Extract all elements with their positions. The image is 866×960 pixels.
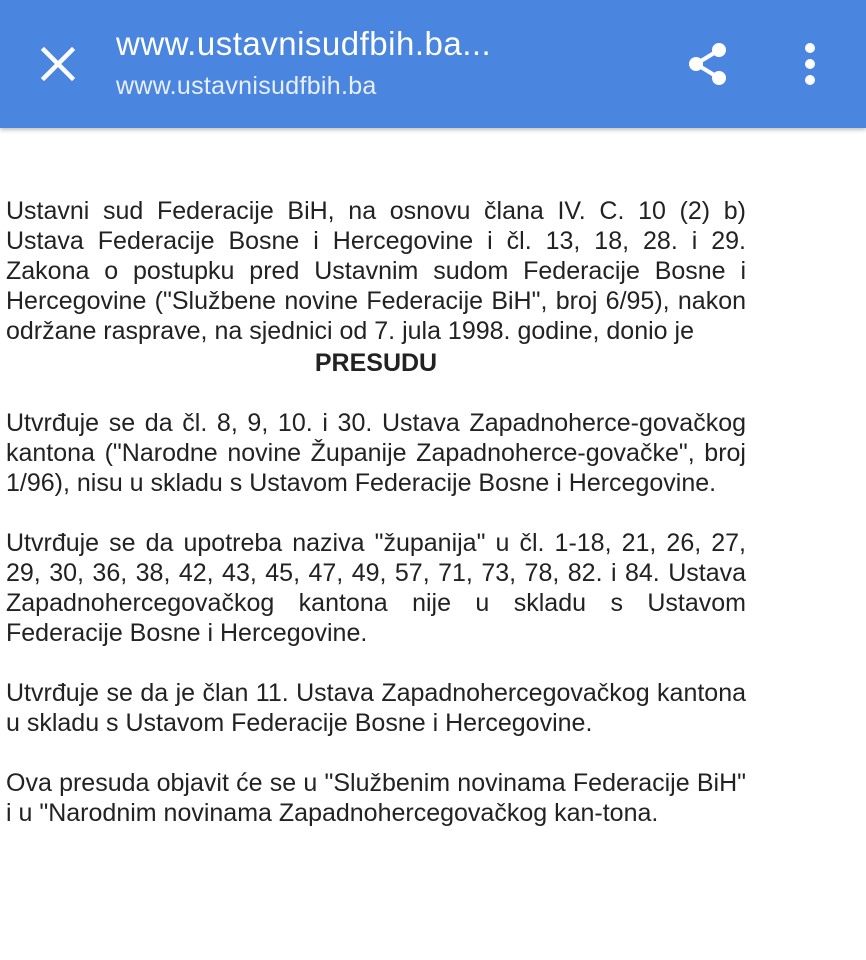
ruling-paragraph-4: Ova presuda objavit će se u "Službenim novinama Federacije BiH" i u "Narodnim novinama Zapadnohercegovačkog kan-tona. <box>6 769 746 827</box>
intro-paragraph: Ustavni sud Federacije BiH, na osnovu člana IV. C. 10 (2) b) Ustava Federacije Bosne i Hercegovine i čl. 13, 18, 28. i 29. Zakona o postupku pred Ustavnim sudom Federacije Bosne i Hercegovine ("Službene novine Federacije BiH", broj 6/95), nakon održane rasprave, na sjednici od 7. jula 1998. godine, donio je <box>6 197 746 345</box>
ruling-paragraph-2: Utvrđuje se da upotreba naziva "županija" u čl. 1-18, 21, 26, 27, 29, 30, 36, 38, 42, 43, 45, 47, 49, 57, 71, 73, 78, 82. i 84. Ustava Zapadnohercegovačkog kantona nije u skladu s Ustavom Federacije Bosne i Hercegovine. <box>6 529 746 647</box>
page-title: www.ustavnisudfbih.ba... <box>116 25 492 62</box>
ruling-paragraph-1: Utvrđuje se da čl. 8, 9, 10. i 30. Ustava Zapadnoherce-govačkog kantona ("Narodne novine Županije Zapadnoherce-govačke", broj 1/96), nisu u skladu s Ustavom Federacije Bosne i Hercegovine. <box>6 409 746 497</box>
document-heading: PRESUDU <box>314 349 438 377</box>
document-content <box>6 196 746 828</box>
more-options-button[interactable] <box>784 36 836 92</box>
browser-toolbar <box>0 0 866 128</box>
close-icon <box>40 46 76 82</box>
share-button[interactable] <box>680 36 736 92</box>
ruling-paragraph-3: Utvrđuje se da je član 11. Ustava Zapadnohercegovačkog kantona u skladu s Ustavom Federacije Bosne i Hercegovine. <box>6 679 746 737</box>
page-url: www.ustavnisudfbih.ba <box>116 72 377 100</box>
close-button[interactable] <box>30 36 86 92</box>
page-title-block <box>116 24 636 102</box>
more-vert-icon <box>802 42 818 86</box>
share-icon <box>684 40 732 88</box>
